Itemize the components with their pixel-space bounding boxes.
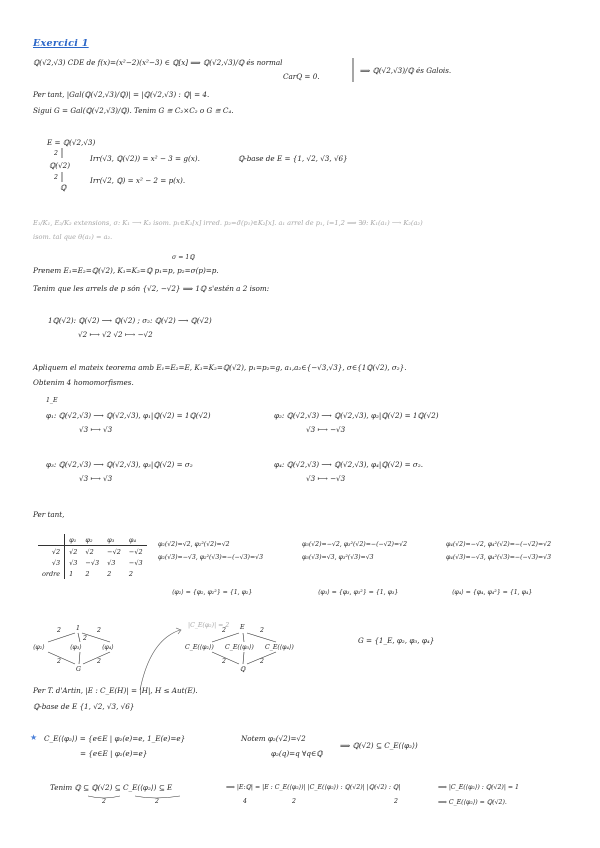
tower-inclusion: Tenim ℚ ⊆ ℚ(√2) ⊆ C_E(⟨φ₂⟩) ⊆ E	[50, 783, 173, 792]
note-phi2-rationals: φ₂(q)=q ∀q∈ℚ	[271, 749, 323, 758]
star-icon: ★	[30, 733, 38, 742]
tower-e: E = ℚ(√2,√3)	[47, 138, 96, 147]
phi2-sqrt3: φ₂(√3)=−√3, φ₂²(√3)=−(−√3)=√3	[158, 554, 264, 561]
fixed-field-def: C_E(⟨φ₂⟩) = {e∈E | φ₂(e)=e, 1_E(e)=e}	[44, 734, 186, 743]
phi3-sqrt3: φ₃(√3)=√3, φ₃²(√3)=√3	[302, 554, 374, 561]
table-header-cell: φ₁	[65, 534, 82, 546]
phi4-def: φ₄: ℚ(√2,√3) ⟶ ℚ(√2,√3), φ₄|ℚ(√2) = σ₂.	[274, 460, 424, 469]
table-cell: −√3	[128, 558, 143, 567]
table-cell: 2	[107, 569, 112, 578]
phi4-map: √3 ⟼ −√3	[306, 474, 346, 483]
lattice-right-label-1: 2	[222, 627, 226, 634]
lattice-left-phi2: ⟨φ₂⟩	[33, 644, 45, 651]
lattice-right-bottom: ℚ	[240, 666, 246, 673]
table-cell: √3	[107, 558, 116, 567]
apply-theorem: Apliquem el mateix teorema amb E₁=E₂=E, K₁=K₂=ℚ(√2), p₁=p₂=g, a₁,a₂∈{−√3,√3}, σ∈{1ℚ(√2), σ₂}.	[33, 363, 407, 372]
table-cell: −√2	[128, 547, 143, 556]
lattice-left-label-2: 2	[97, 627, 101, 634]
table-cell: √2	[69, 547, 78, 556]
table-row	[38, 557, 147, 568]
lattice-right-ce-phi3: C_E(⟨φ₃⟩)	[225, 644, 254, 651]
lattice-left-bottom: G	[76, 666, 81, 673]
extension-theorem: E₁/K₁, E₂/K₂ extensions, σ: K₁ ⟶ K₂ isom. p₁∈K₁[x] irred. p₂=σ̃(p₁)∈K₂[x]. a₁ arrel de p₁, i=1,2 ⟹ ∃θ: K₁(a₁) ⟶ K₂(a₂)	[33, 219, 423, 227]
take-fields: Prenem E₁=E₂=ℚ(√2), K₁=K₂=ℚ p₁=p, p₂=σ(p)=p.	[33, 266, 219, 275]
q-basis-1: ℚ-base de E = {1, √2, √3, √6}	[238, 154, 348, 163]
phi4-sqrt2: φ₄(√2)=−√2, φ₄²(√2)=−(−√2)=√2	[446, 541, 552, 548]
lattice-right-top: E	[240, 624, 245, 631]
lattice-left-phi4: ⟨φ₄⟩	[102, 644, 114, 651]
table-header-row	[38, 534, 147, 546]
tower-q-sqrt2: ℚ(√2)	[49, 161, 71, 170]
sigma-annotation: σ = 1ℚ	[172, 254, 195, 261]
phi2-def: φ₂: ℚ(√2,√3) ⟶ ℚ(√2,√3), φ₂|ℚ(√2) = 1ℚ(√2)	[274, 411, 439, 420]
phi2-map: √3 ⟼ −√3	[306, 425, 346, 434]
irr-sqrt3: Irr(√3, ℚ(√2)) = x² − 3 = g(x).	[90, 154, 200, 163]
artin-theorem: Per T. d'Artin, |E : C_E(H)| = |H|, H ≤ Aut(E).	[33, 686, 198, 695]
table-cell: ordre	[38, 568, 65, 579]
isomorphisms-map: √2 ⟼ √2 √2 ⟼ −√2	[78, 330, 153, 339]
phi3-def: φ₃: ℚ(√2,√3) ⟶ ℚ(√2,√3), φ₃|ℚ(√2) = σ₂	[46, 460, 193, 469]
galois-group-def: Sigui G = Gal(ℚ(√2,√3)/ℚ). Tenim G ≅ C₂×C₂ o G ≅ C₄.	[33, 106, 234, 115]
table-cell: √3	[69, 558, 78, 567]
table-cell: 2	[85, 569, 90, 578]
phi1-def: φ₁: ℚ(√2,√3) ⟶ ℚ(√2,√3), φ₁|ℚ(√2) = 1ℚ(√2)	[46, 411, 211, 420]
exercise-title: Exercici 1	[33, 38, 89, 49]
q-basis-2: ℚ-base de E {1, √2, √3, √6}	[33, 702, 135, 711]
degree-conclusion: ⟹ |C_E(⟨φ₂⟩) : ℚ(√2)| = 1	[438, 784, 519, 791]
note-phi2-sqrt2: Notem φ₂(√2)=√2	[241, 734, 306, 743]
lattice-left-phi3: ⟨φ₃⟩	[70, 644, 82, 651]
lattice-left-label-5: 2	[97, 658, 101, 665]
subgroup-phi2: ⟨φ₂⟩ = {φ₂, φ₂²} = {1, φ₂}	[172, 589, 253, 596]
brace-label-1: 2	[102, 798, 106, 805]
degree-4: 4	[243, 798, 247, 805]
tower-degree-1: 2	[54, 150, 58, 157]
lattice-left-label-1: 2	[57, 627, 61, 634]
tower-q: ℚ	[60, 183, 67, 192]
statement-cde: ℚ(√2,√3) CDE de f(x)=(x²−2)(x²−3) ∈ ℚ[x] ⟹ ℚ(√2,√3)/ℚ és normal	[33, 58, 283, 67]
table-header-cell: φ₂	[81, 534, 103, 546]
subgroup-phi4: ⟨φ₄⟩ = {φ₄, φ₄²} = {1, φ₄}	[452, 589, 533, 596]
phi4-sqrt3: φ₄(√3)=−√3, φ₄²(√3)=−(−√3)=√3	[446, 554, 552, 561]
identity-annotation: 1_E	[46, 397, 58, 404]
table-header-cell: φ₃	[103, 534, 125, 546]
phi3-map: √3 ⟼ √3	[79, 474, 113, 483]
fixed-field-simplified: = {e∈E | φ₂(e)=e}	[80, 749, 148, 758]
galois-order: Per tant, |Gal(ℚ(√2,√3)/ℚ)| = |ℚ(√2,√3) : ℚ| = 4.	[33, 90, 210, 99]
irr-sqrt2: Irr(√2, ℚ) = x² − 2 = p(x).	[90, 176, 186, 185]
per-tant: Per tant,	[33, 510, 65, 519]
table-cell: 2	[128, 569, 134, 578]
phi1-map: √3 ⟼ √3	[79, 425, 113, 434]
degree-product: ⟹ |E:ℚ| = |E : C_E(⟨φ₂⟩)| |C_E(⟨φ₂⟩) : ℚ(√2)| |ℚ(√2) : ℚ|	[226, 784, 401, 791]
lattice-right-label-2: 2	[260, 627, 264, 634]
isomorphisms-def: 1ℚ(√2): ℚ(√2) ⟶ ℚ(√2) ; σ₂: ℚ(√2) ⟶ ℚ(√2)	[48, 316, 212, 325]
table-cell: √2	[38, 546, 65, 558]
statement-galois: ⟹ ℚ(√2,√3)/ℚ és Galois.	[360, 66, 452, 75]
table-cell: √3	[38, 557, 65, 568]
four-homomorphisms: Obtenim 4 homomorfismes.	[33, 378, 134, 387]
table-cell: √2	[85, 547, 94, 556]
phi2-sqrt2: φ₂(√2)=√2, φ₂²(√2)=√2	[158, 541, 230, 548]
extension-theorem-cont: isom. tal que θ(a₁) = a₂.	[33, 233, 113, 241]
degree-2a: 2	[292, 798, 296, 805]
table-cell: 1	[69, 569, 74, 578]
table-cell: −√3	[85, 558, 100, 567]
table-row	[38, 546, 147, 558]
lattice-right-ce-phi2: C_E(⟨φ₂⟩)	[185, 644, 214, 651]
subgroup-phi3: ⟨φ₃⟩ = {φ₃, φ₃²} = {1, φ₃}	[318, 589, 399, 596]
table-header-cell	[38, 534, 65, 546]
table-row	[38, 568, 147, 579]
degree-2b: 2	[394, 798, 398, 805]
lattice-right-ce-phi4: C_E(⟨φ₄⟩)	[265, 644, 294, 651]
lattice-left-label-3: 2	[83, 635, 87, 642]
statement-char: CarQ = 0.	[283, 72, 320, 81]
lattice-right-label-3: 2	[222, 658, 226, 665]
lattice-right-label-4: 2	[260, 658, 264, 665]
brace-label-2: 2	[155, 798, 159, 805]
fixed-field-result: ⟹ C_E(⟨φ₂⟩) = ℚ(√2).	[438, 799, 507, 806]
tower-degree-2: 2	[54, 174, 58, 181]
character-table	[38, 534, 147, 579]
table-header-cell: φ₄	[125, 534, 147, 546]
lattice-left-label-4: 2	[57, 658, 61, 665]
roots-of-p: Tenim que les arrels de p són {√2, −√2} ⟹ 1ℚ s'estén a 2 isom:	[33, 284, 270, 293]
table-cell: −√2	[107, 547, 121, 556]
lattice-left-top: 1	[76, 625, 80, 632]
q-sqrt2-contained: ⟹ ℚ(√2) ⊆ C_E(⟨φ₂⟩)	[340, 741, 418, 750]
group-elements: G = {1_E, φ₂, φ₃, φ₄}	[358, 636, 435, 645]
lattice-right-annotation: |C_E(φ₂)| = 2	[188, 622, 230, 629]
phi3-sqrt2: φ₃(√2)=−√2, φ₃²(√2)=−(−√2)=√2	[302, 541, 408, 548]
